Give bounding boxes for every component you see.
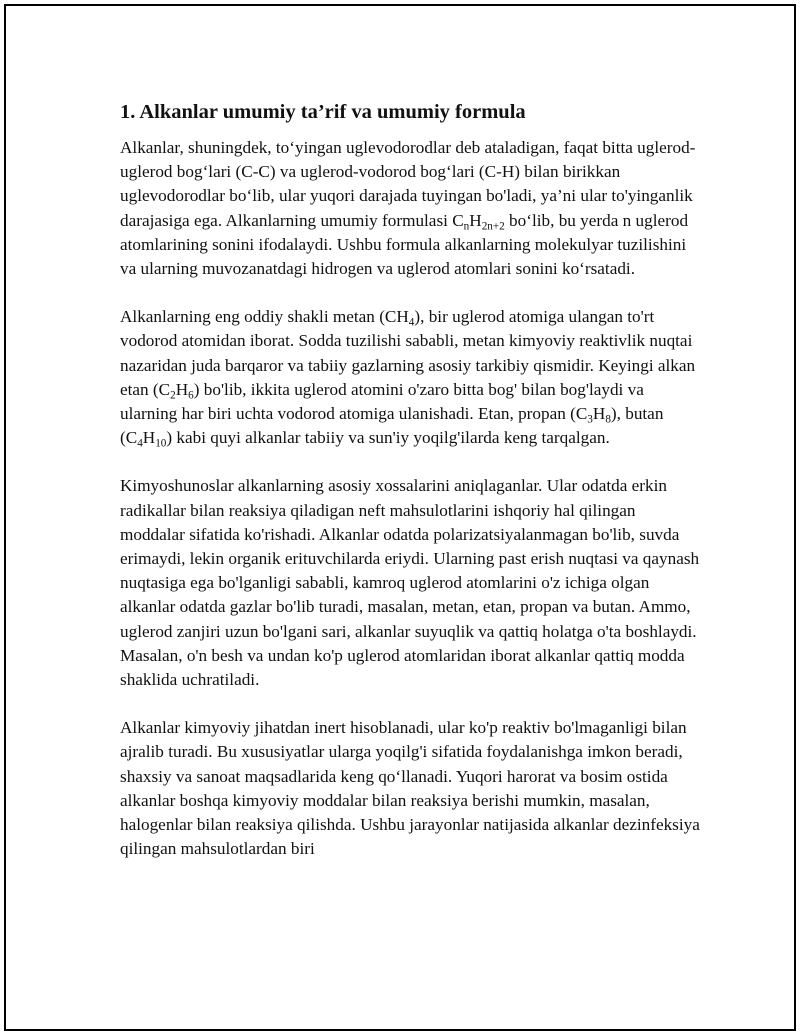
paragraph-text: H (175, 379, 189, 399)
document-page (4, 4, 796, 1031)
section-heading: 1. Alkanlar umumiy ta’rif va umumiy formula (120, 101, 526, 123)
formula-subscript: 4 (137, 437, 143, 450)
paragraph-text: H (592, 404, 606, 424)
paragraph-text: ), bir uglerod atomiga ulangan to'rt vodorod atomidan iborat. Sodda tuzilishi sababli, metan kimyoviy reaktivlik nuqtai nazaridan juda barqaror va tabiiy gazlarning asosiy tarkibiy qismidir. Keyingi alkan etan (C (120, 307, 696, 399)
paragraph-text: Kimyoshunoslar alkanlarning asosiy xossalarini aniqlaganlar. Ular odatda erkin radikallar bilan reaksiya qiladigan neft mahsulotlarini ishqoriy hal qilingan moddalar sifatida ko'rishadi. Alkanlar odatda polarizatsiyalanmagan bo'lib, suvda erimaydi, lekin organik erituvchilarda eriydi. Ularning past erish nuqtasi va qaynash nuqtasiga ega bo'lganligi sababli, kamroq uglerod atomlarini o'z ichiga olgan alkanlar odatda gazlar bo'lib turadi, masalan, metan, etan, propan va butan. Ammo, uglerod zanjiri uzun bo'lgani sari, alkanlar suyuqlik va qattiq holatga o'ta boshlaydi. Masalan, o'n besh va undan ko'p uglerod atomlaridan iborat alkanlar qattiq modda shaklida uchratiladi. (120, 476, 700, 690)
paragraph-text: Alkanlar, shuningdek, to‘yingan uglevodorodlar deb ataladigan, faqat bitta uglerod-uglerod bog‘lari (C-C) va uglerod-vodorod bog‘lari (C-H) bilan birikkan uglevodorodlar bo‘lib, ular yuqori darajada tuyingan bo'ladi, ya’ni ular to'yinganlik darajasiga ega. Alkanlarning umumiy formulasi C (120, 138, 696, 230)
paragraph-text: H (142, 428, 156, 448)
paragraph-text: ) kabi quyi alkanlar tabiiy va sun'iy yoqilg'ilarda keng tarqalgan. (166, 428, 610, 448)
paragraph-text: H (469, 210, 482, 230)
formula-subscript: 10 (155, 437, 167, 450)
formula-subscript: 3 (587, 413, 593, 426)
formula-subscript: 8 (605, 413, 611, 426)
formula-subscript: 2 (170, 389, 176, 402)
paragraph-text: bo‘lib, bu yerda n uglerod atomlarining sonini ifodalaydi. Ushbu formula alkanlarning molekulyar tuzilishini va ularning muvozanatdagi hidrogen va uglerod atomlari sonini ko‘rsatadi. (120, 210, 689, 279)
formula-subscript: 6 (188, 389, 194, 402)
body-paragraph (120, 716, 700, 861)
paragraph-text: ) bo'lib, ikkita uglerod atomini o'zaro bitta bog' bilan bog'laydi va ularning har biri uchta vodorod atomiga ulanishadi. Etan, propan (C (120, 379, 644, 424)
body-paragraph (120, 474, 700, 692)
formula-subscript: 2n+2 (481, 219, 505, 232)
formula-subscript: 4 (408, 316, 415, 329)
paragraph-container (120, 136, 700, 861)
paragraph-text: Alkanlar kimyoviy jihatdan inert hisoblanadi, ular ko'p reaktiv bo'lmaganligi bilan ajralib turadi. Bu xususiyatlar ularga yoqilg'i sifatida foydalanishga imkon beradi, shaxsiy va sanoat maqsadlarida keng qo‘llanadi. Yuqori harorat va bosim ostida alkanlar boshqa kimyoviy moddalar bilan reaksiya berishi mumkin, masalan, halogenlar bilan reaksiya qilishda. Ushbu jarayonlar natijasida alkanlar dezinfeksiya qilingan mahsulotlardan biri (120, 718, 700, 859)
paragraph-text: Alkanlarning eng oddiy shakli metan (CH (120, 307, 409, 327)
body-paragraph (120, 305, 700, 450)
body-paragraph (120, 136, 700, 281)
formula-subscript: n (463, 219, 470, 232)
paragraph-text: ), butan (C (120, 404, 664, 448)
document-content (120, 98, 700, 885)
